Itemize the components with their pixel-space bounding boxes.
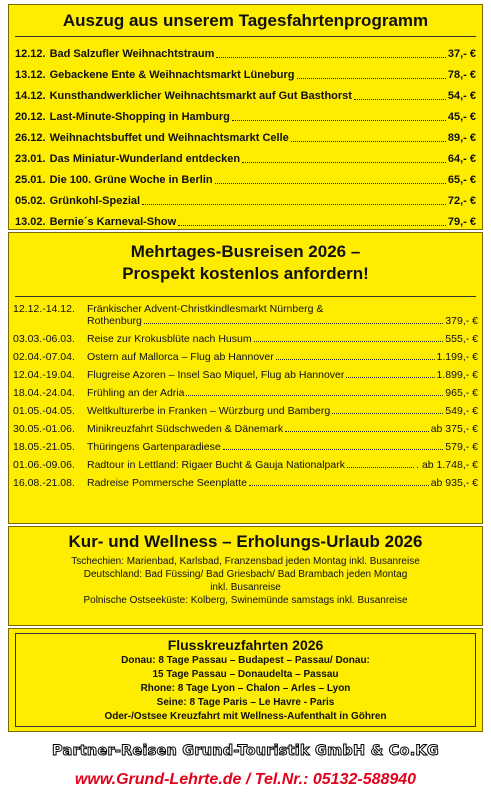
dot-leader	[223, 449, 444, 450]
list-item	[9, 435, 482, 453]
wellness-section	[8, 526, 483, 626]
trip-price: ab 375,- €	[430, 423, 478, 435]
trip-date: 30.05.-01.06.	[13, 423, 75, 435]
trip-price: 64,- €	[447, 153, 476, 165]
trip-price: 72,- €	[447, 195, 476, 207]
list-item	[9, 399, 482, 417]
multi-day-title-line1: Mehrtages-Busreisen 2026 –	[130, 242, 361, 261]
list-item	[9, 381, 482, 399]
trip-price: 89,- €	[447, 132, 476, 144]
trip-price: 579,- €	[445, 441, 478, 453]
list-item	[9, 327, 482, 345]
trip-date: 12.12.-14.12.	[13, 303, 75, 315]
dot-leader	[144, 323, 443, 324]
trip-price: 379,- €	[445, 315, 478, 327]
trip-date: 01.05.-04.05.	[13, 405, 75, 417]
dot-leader	[216, 57, 445, 58]
wellness-line: Polnische Ostseeküste: Kolberg, Swinemünde samstags inkl. Busanreise	[83, 595, 408, 606]
list-item	[9, 166, 482, 187]
wellness-line: Tschechien: Marienbad, Karlsbad, Franzensbad jeden Montag inkl. Busanreise	[71, 556, 420, 567]
trip-price: 45,- €	[447, 111, 476, 123]
trip-name: Radreise Pommersche Seenplatte	[87, 477, 247, 489]
trip-price: ab 935,- €	[430, 477, 478, 489]
dot-leader	[178, 225, 446, 226]
dot-leader	[215, 183, 446, 184]
trip-date: 16.08.-21.08.	[13, 477, 75, 489]
river-cruise-title: Flusskreuzfahrten 2026	[167, 637, 324, 653]
trip-date: 12.04.-19.04.	[13, 369, 75, 381]
trip-name: Flugreise Azoren – Insel Sao Miquel, Flug ab Hannover	[87, 369, 345, 381]
multi-day-section	[8, 232, 483, 524]
trip-price: 65,- €	[447, 174, 476, 186]
multi-day-title-line2: Prospekt kostenlos anfordern!	[122, 264, 369, 283]
trip-name: Last-Minute-Shopping in Hamburg	[49, 111, 230, 123]
trip-price: 54,- €	[447, 90, 476, 102]
trip-date: 20.12.	[15, 111, 46, 123]
trip-name: Minikreuzfahrt Südschweden & Dänemark	[87, 423, 284, 435]
trip-date: 12.12.	[15, 48, 46, 60]
dot-leader	[254, 341, 444, 342]
list-item	[9, 103, 482, 124]
list-item	[9, 40, 482, 61]
river-cruise-section	[8, 628, 483, 732]
dot-leader	[291, 141, 446, 142]
list-item	[9, 471, 482, 489]
day-trips-title: Auszug aus unserem Tagesfahrtenprogramm	[15, 5, 476, 37]
trip-name: Grünkohl-Spezial	[49, 195, 141, 207]
day-trips-list	[9, 37, 482, 229]
trip-date: 18.05.-21.05.	[13, 441, 75, 453]
wellness-line: Deutschland: Bad Füssing/ Bad Griesbach/ Bad Brambach jeden Montag	[83, 569, 408, 580]
trip-date: 03.03.-06.03.	[13, 333, 75, 345]
dot-leader	[276, 359, 435, 360]
trip-date: 02.04.-07.04.	[13, 351, 75, 363]
wellness-line: inkl. Busanreise	[210, 582, 281, 593]
trip-date: 05.02.	[15, 195, 46, 207]
river-cruise-line: Oder-/Ostsee Kreuzfahrt mit Wellness-Aufenthalt in Göhren	[104, 711, 387, 722]
trip-name: Ostern auf Mallorca – Flug ab Hannover	[87, 351, 274, 363]
trip-price: . ab 1.748,- €	[416, 459, 478, 471]
dot-leader	[242, 162, 446, 163]
list-item	[9, 208, 482, 229]
dot-leader	[186, 395, 443, 396]
trip-price: 37,- €	[447, 48, 476, 60]
list-item	[9, 187, 482, 208]
trip-price: 79,- €	[447, 216, 476, 228]
river-cruise-line: Rhone: 8 Tage Lyon – Chalon – Arles – Lyon	[140, 683, 351, 694]
list-item	[9, 301, 482, 327]
river-cruise-line: 15 Tage Passau – Donaudelta – Passau	[152, 669, 339, 680]
dot-leader	[332, 413, 443, 414]
trip-name: Radtour in Lettland: Rigaer Bucht & Gauja Nationalpark	[87, 459, 345, 471]
multi-day-title	[15, 233, 476, 297]
trip-name: Weltkulturerbe in Franken – Würzburg und Bamberg	[87, 405, 331, 417]
trip-name-line1: Fränkischer Advent-Christkindlesmarkt Nürnberg &	[87, 303, 324, 315]
trip-price: 549,- €	[445, 405, 478, 417]
dot-leader	[346, 377, 434, 378]
trip-date: 13.12.	[15, 69, 46, 81]
trip-name: Thüringens Gartenparadiese	[87, 441, 221, 453]
list-item	[9, 453, 482, 471]
river-cruise-frame	[15, 633, 476, 727]
trip-date: 14.12.	[15, 90, 46, 102]
trip-date: 01.06.-09.06.	[13, 459, 75, 471]
list-item	[9, 417, 482, 435]
trip-price: 965,- €	[445, 387, 478, 399]
trip-name: Bernie´s Karneval-Show	[49, 216, 177, 228]
dot-leader	[347, 467, 414, 468]
trip-name: Das Miniatur-Wunderland entdecken	[49, 153, 241, 165]
list-item	[9, 363, 482, 381]
river-cruise-line: Seine: 8 Tage Paris – Le Havre - Paris	[156, 697, 335, 708]
dot-leader	[142, 204, 446, 205]
trip-name: Reise zur Krokusblüte nach Husum	[87, 333, 252, 345]
trip-name: Gebackene Ente & Weihnachtsmarkt Lüneburg	[49, 69, 295, 81]
dot-leader	[285, 431, 429, 432]
list-item	[9, 124, 482, 145]
trip-date: 23.01.	[15, 153, 46, 165]
dot-leader	[354, 99, 446, 100]
dot-leader	[297, 78, 446, 79]
trip-date: 25.01.	[15, 174, 46, 186]
trip-price: 555,- €	[445, 333, 478, 345]
list-item	[9, 145, 482, 166]
river-cruise-line: Donau: 8 Tage Passau – Budapest – Passau/ Donau:	[121, 655, 370, 666]
company-name: Partner-Reisen Grund-Touristik GmbH & Co.KG	[52, 743, 439, 759]
list-item	[9, 82, 482, 103]
trip-name: Bad Salzufler Weihnachtstraum	[49, 48, 215, 60]
trip-date: 18.04.-24.04.	[13, 387, 75, 399]
wellness-title: Kur- und Wellness – Erholungs-Urlaub 2026	[68, 532, 423, 551]
dot-leader	[232, 120, 446, 121]
contact-info: www.Grund-Lehrte.de / Tel.Nr.: 05132-588940	[74, 771, 417, 788]
dot-leader	[249, 485, 429, 486]
trip-name: Weihnachtsbuffet und Weihnachtsmarkt Celle	[49, 132, 289, 144]
trip-price: 1.199,- €	[436, 351, 478, 363]
trip-name: Kunsthandwerklicher Weihnachtsmarkt auf Gut Basthorst	[49, 90, 352, 102]
trip-name: Frühling an der Adria	[87, 387, 185, 399]
list-item	[9, 345, 482, 363]
list-item	[9, 61, 482, 82]
trip-date: 13.02.	[15, 216, 46, 228]
trip-name-line2: Rothenburg	[87, 315, 142, 327]
day-trips-section	[8, 4, 483, 230]
trip-name: Die 100. Grüne Woche in Berlin	[49, 174, 213, 186]
trip-price: 78,- €	[447, 69, 476, 81]
trip-date: 26.12.	[15, 132, 46, 144]
multi-day-list	[9, 297, 482, 489]
trip-price: 1.899,- €	[436, 369, 478, 381]
